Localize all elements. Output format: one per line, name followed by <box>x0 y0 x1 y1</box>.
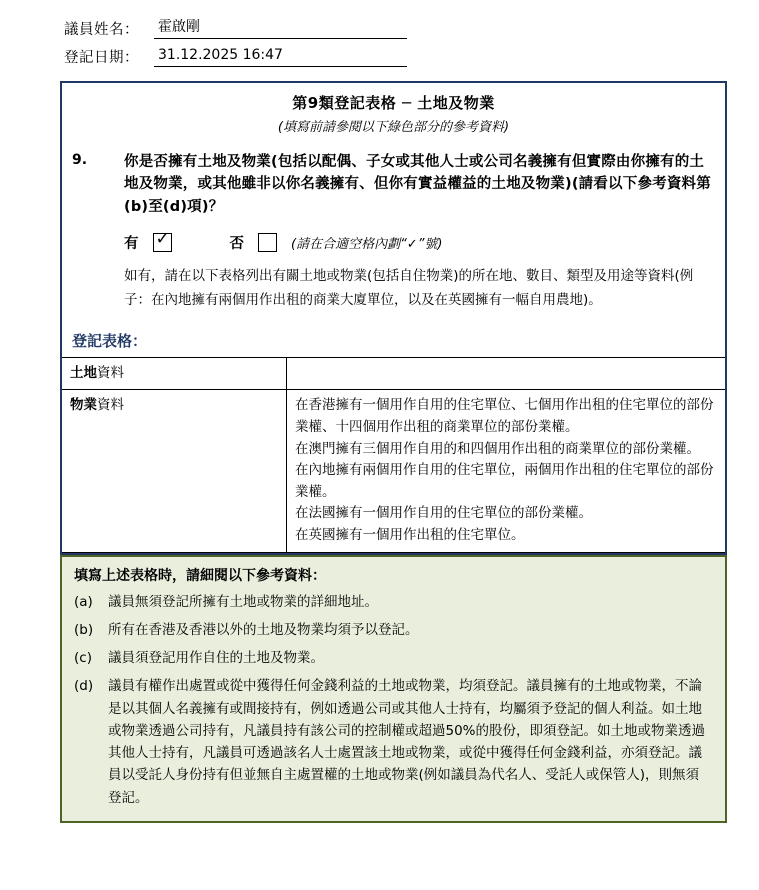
yes-checkbox[interactable] <box>153 233 172 252</box>
property-label-bold: 物業 <box>70 397 97 414</box>
reference-text: 議員須登記用作自住的土地及物業。 <box>108 650 324 667</box>
land-label-bold: 土地 <box>70 364 97 381</box>
reference-key: (c) <box>74 650 92 667</box>
question-text: 你是否擁有土地及物業(包括以配偶、子女或其他人士或公司名義擁有但實際由你擁有的土地及物業，或其他雖非以你名義擁有、但你有實益權益的土地及物業)(請看以下參考資料第(b)至(d)項)？ <box>124 154 711 215</box>
no-checkbox[interactable] <box>258 233 277 252</box>
member-name-value: 霍啟剛 <box>154 19 407 40</box>
reference-title: 填寫上述表格時，請細閱以下參考資料： <box>74 567 326 584</box>
property-line: 在法國擁有一個用作自用的住宅單位的部份業權。 <box>295 505 592 522</box>
fill-instruction: 如有，請在以下表格列出有關土地或物業(包括自住物業)的所在地、數目、類型及用途等資料(例子：在內地擁有兩個用作出租的商業大廈單位，以及在英國擁有一幅自用農地)。 <box>124 268 694 308</box>
reference-key: (a) <box>74 593 93 610</box>
form-title: 第9類登記表格 ─ 土地及物業 <box>292 94 495 112</box>
registration-date-value: 31.12.2025 16:47 <box>154 47 407 68</box>
table-row <box>62 390 725 552</box>
reference-text: 所有在香港及香港以外的土地及物業均須予以登記。 <box>108 621 419 638</box>
yes-label: 有 <box>124 236 139 253</box>
form-box <box>60 81 727 555</box>
property-line: 在英國擁有一個用作出租的住宅單位。 <box>295 527 525 543</box>
property-line: 在澳門擁有三個用作自用的和四個用作出租的商業單位的部份業權。 <box>295 440 700 457</box>
property-line: 在香港擁有一個用作自用的住宅單位、七個用作出租的住宅單位的部份業權、十四個用作出租的商業單位的部份業權。 <box>295 397 714 436</box>
reference-item-d <box>74 675 711 809</box>
reference-text: 議員無須登記所擁有土地或物業的詳細地址。 <box>108 593 378 610</box>
reference-item-a <box>74 591 711 613</box>
reference-text: 議員有權作出處置或從中獲得任何金錢利益的土地或物業，均須登記。議員擁有的土地或物業，不論是以其個人名義擁有或間接持有，例如透過公司或其他人士持有，均屬須予登記的個人利益。如土地或物業透過公司持有，凡議員持有該公司的控制權或超過50%的股份，即須登記。如土地或物業透過其他人士持有，凡議員可透過該名人士處置該土地或物業，或從中獲得任何金錢利益，亦須登記。議員以受託人身份持有但並無自主處置權的土地或物業(例如議員為代名人、受託人或保管人)，則無須登記。 <box>108 678 706 806</box>
registration-date-row <box>64 46 731 67</box>
table-row <box>62 357 725 390</box>
reference-key: (b) <box>74 621 94 638</box>
property-value-cell <box>287 390 726 552</box>
reference-item-b <box>74 619 711 641</box>
no-label: 否 <box>229 236 244 253</box>
registration-table-heading: 登記表格： <box>72 331 148 350</box>
land-label-cell <box>62 357 287 390</box>
form-subtitle: (填寫前請參閱以下綠色部分的參考資料) <box>277 120 510 135</box>
reference-key: (d) <box>74 678 94 695</box>
question-block <box>62 145 725 218</box>
checkbox-note: (請在合適空格內劃“✓”號) <box>291 237 443 253</box>
registration-table <box>62 357 725 553</box>
member-name-row <box>64 18 731 39</box>
reference-item-c <box>74 647 711 669</box>
land-value-cell <box>287 357 726 390</box>
property-label-cell <box>62 390 287 552</box>
member-name-label: 議員姓名： <box>64 22 139 38</box>
land-label-plain: 資料 <box>97 364 124 381</box>
header-fields <box>64 18 731 67</box>
reference-box <box>60 555 727 823</box>
property-label-plain: 資料 <box>97 397 124 414</box>
property-line: 在內地擁有兩個用作自用的住宅單位，兩個用作出租的住宅單位的部份業權。 <box>295 462 714 500</box>
question-number: 9. <box>72 152 88 168</box>
yes-no-row <box>62 218 725 263</box>
registration-date-label: 登記日期： <box>64 50 139 66</box>
